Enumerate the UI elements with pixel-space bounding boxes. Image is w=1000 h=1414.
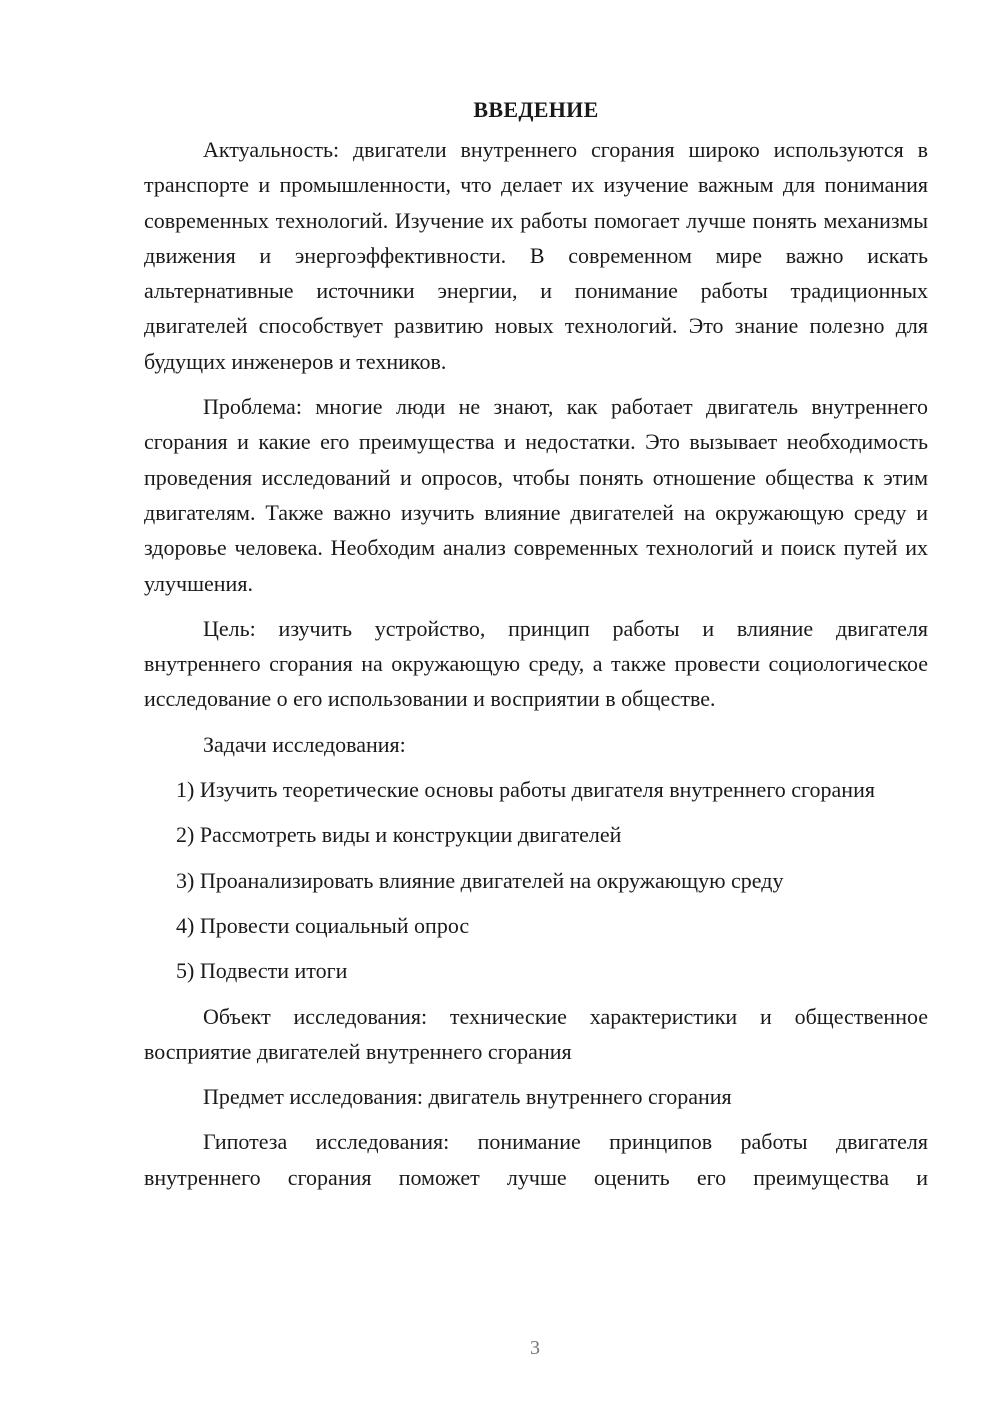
task-item-3: 3) Проанализировать влияние двигателей на окружающую среду: [176, 867, 784, 893]
problem-paragraph: Проблема: многие люди не знают, как работает двигатель внутреннего сгорания и какие его преимущества и недостатки. Это вызывает необходимость проведения исследований и опросов, чтобы понять отношение общества к этим двигателям. Также важно изучить влияние двигателей на окружающую среду и здоровье человека. Необходим анализ современных технологий и поиск путей их улучшения.: [144, 394, 928, 596]
section-title: ВВЕДЕНИЕ: [473, 97, 599, 122]
task-item-2: 2) Рассмотреть виды и конструкции двигателей: [176, 822, 622, 848]
object-paragraph: Объект исследования: технические характеристики и общественное восприятие двигателей внутреннего сгорания: [144, 1003, 928, 1064]
task-item-4: 4) Провести социальный опрос: [176, 912, 470, 938]
goal-paragraph: Цель: изучить устройство, принцип работы и влияние двигателя внутреннего сгорания на окружающую среду, а также провести социологическое исследование о его использовании и восприятии в обществе.: [144, 615, 928, 712]
task-item-1: 1) Изучить теоретические основы работы двигателя внутреннего сгорания: [176, 777, 875, 803]
subject-paragraph: Предмет исследования: двигатель внутреннего сгорания: [203, 1084, 732, 1110]
task-item-5: 5) Подвести итоги: [176, 958, 348, 984]
hypothesis-paragraph: Гипотеза исследования: понимание принципов работы двигателя внутреннего сгорания поможет лучше оценить его преимущества и: [144, 1129, 928, 1190]
document-body: [144, 92, 928, 1205]
tasks-heading: Задачи исследования:: [203, 731, 406, 757]
relevance-paragraph: Актуальность: двигатели внутреннего сгорания широко используются в транспорте и промышленности, что делает их изучение важным для понимания современных технологий. Изучение их работы помогает лучше понять механизмы движения и энергоэффективности. В современном мире важно искать альтернативные источники энергии, и понимание работы традиционных двигателей способствует развитию новых технологий. Это знание полезно для будущих инженеров и техников.: [144, 137, 928, 374]
page-number: 3: [530, 1337, 540, 1359]
